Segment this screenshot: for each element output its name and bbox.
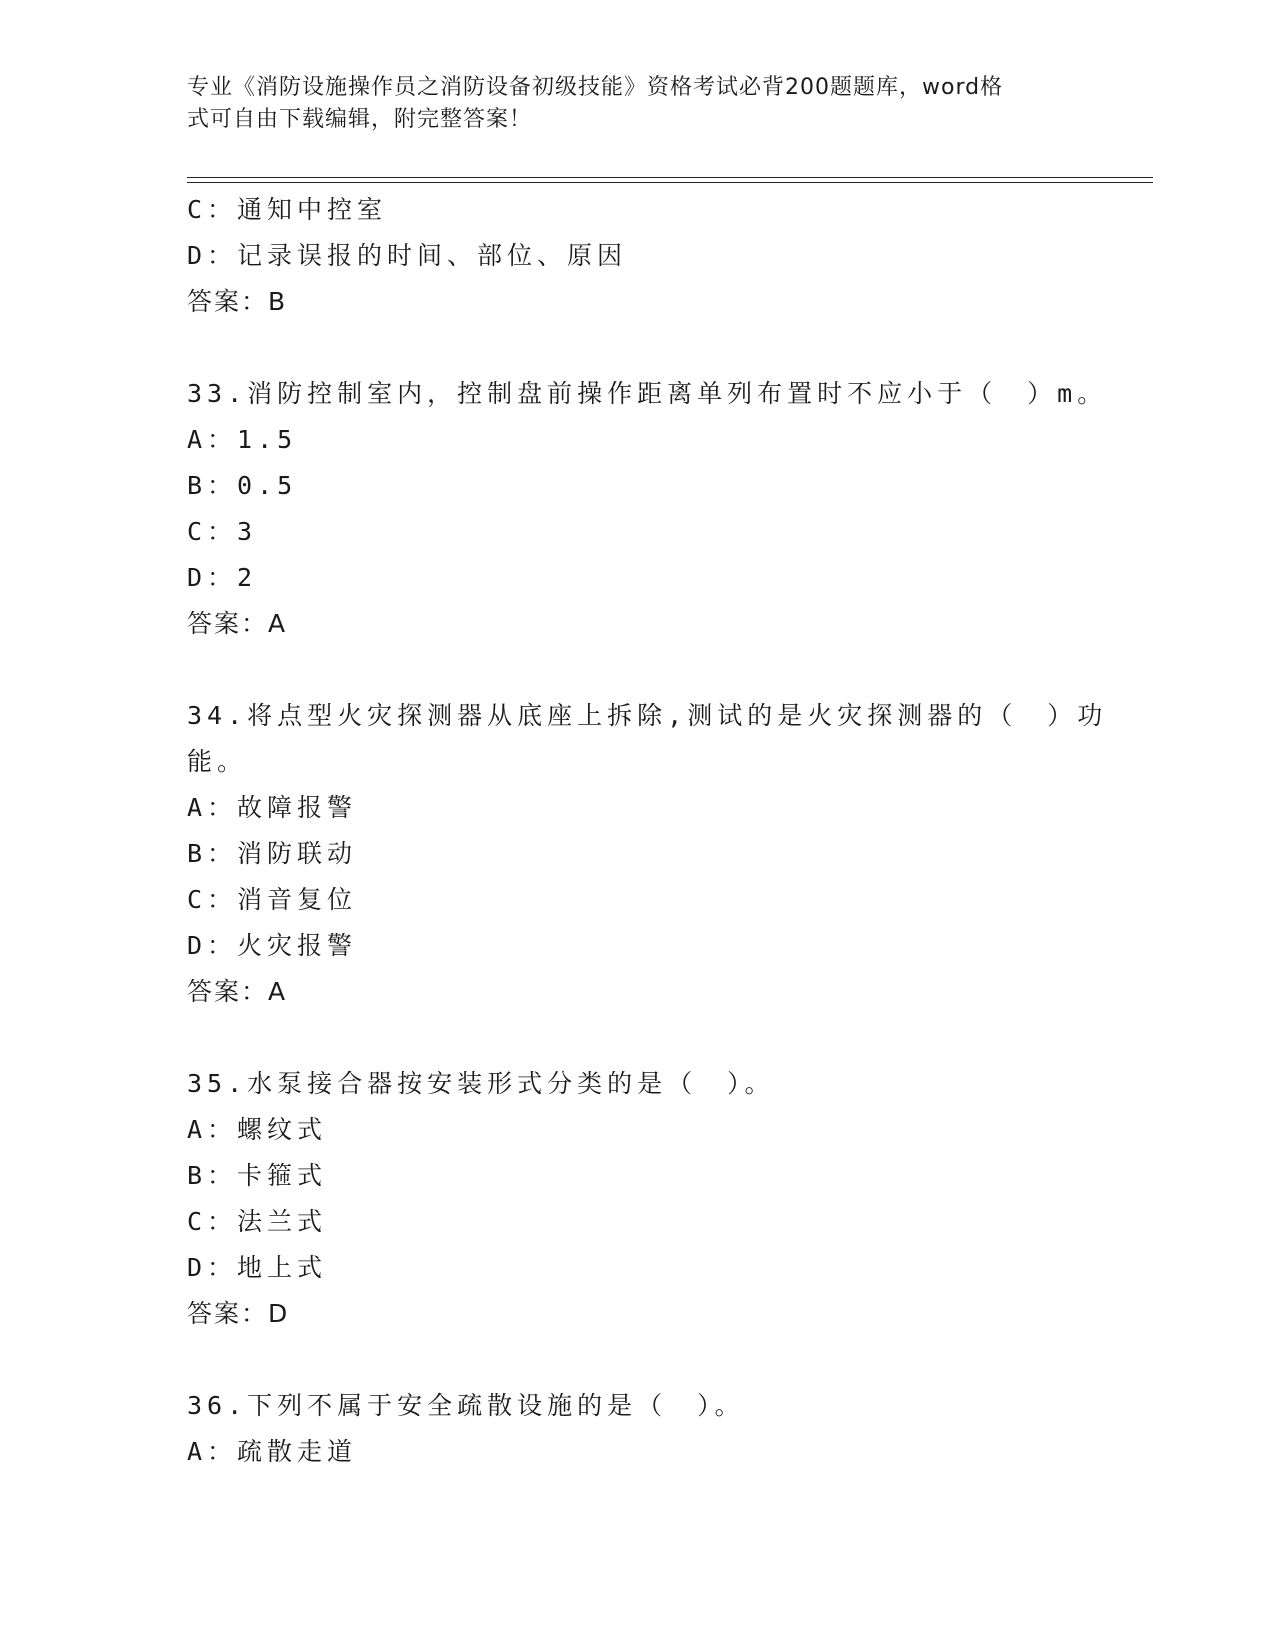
answer: 答案：B xyxy=(187,287,288,316)
question-text: 36.下列不属于安全疏散设施的是（ ）。 xyxy=(187,1391,745,1420)
question-text-line-2: 能。 xyxy=(187,747,248,776)
question-text: 35.水泵接合器按安装形式分类的是（ ）。 xyxy=(187,1069,775,1098)
header-line-1: 专业《消防设施操作员之消防设备初级技能》资格考试必背200题题库，word格 xyxy=(187,75,1004,100)
option-d: D：火灾报警 xyxy=(187,931,358,960)
option-b: B：消防联动 xyxy=(187,839,358,868)
answer: 答案：A xyxy=(187,609,288,638)
option-b: B：卡箍式 xyxy=(187,1161,328,1190)
option-d: D：地上式 xyxy=(187,1253,328,1282)
answer: 答案：D xyxy=(187,1299,290,1328)
header-divider-top xyxy=(187,177,1153,178)
option-b: B：0.5 xyxy=(187,471,298,500)
question-34 xyxy=(187,693,1108,1015)
question-text-line-1: 34.将点型火灾探测器从底座上拆除,测试的是火灾探测器的（ ）功 xyxy=(187,701,1108,730)
header-divider-bottom xyxy=(187,182,1153,183)
option-c: C：法兰式 xyxy=(187,1207,328,1236)
option-a: A：疏散走道 xyxy=(187,1437,358,1466)
answer: 答案：A xyxy=(187,977,288,1006)
header-line-2: 式可自由下载编辑，附完整答案！ xyxy=(187,107,533,132)
option-c: C：3 xyxy=(187,517,258,546)
option-a: A：1.5 xyxy=(187,425,298,454)
question-35 xyxy=(187,1061,1077,1337)
question-text: 33.消防控制室内，控制盘前操作距离单列布置时不应小于（ ）m。 xyxy=(187,379,1108,408)
question-32-continued xyxy=(187,187,1077,325)
question-36 xyxy=(187,1383,1077,1475)
question-list xyxy=(187,187,1108,1475)
option-d: D：记录误报的时间、部位、原因 xyxy=(187,241,628,270)
document-header xyxy=(187,72,1077,136)
option-c: C：通知中控室 xyxy=(187,195,388,224)
option-c: C：消音复位 xyxy=(187,885,358,914)
question-33 xyxy=(187,371,1108,647)
option-d: D：2 xyxy=(187,563,258,592)
option-a: A：螺纹式 xyxy=(187,1115,328,1144)
option-a: A：故障报警 xyxy=(187,793,358,822)
